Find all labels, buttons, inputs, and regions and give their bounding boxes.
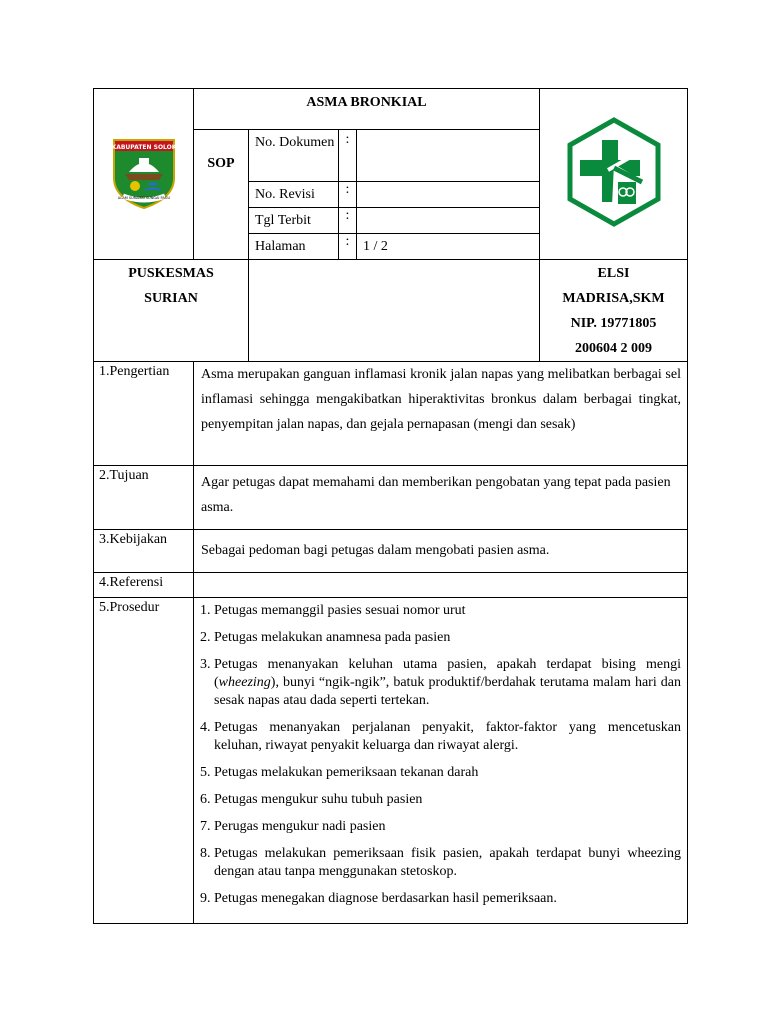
meta-colon: : [339,234,357,260]
organization-line: SURIAN [144,291,198,306]
meta-label-halaman: Halaman [249,234,339,260]
meta-label-tgl-terbit: Tgl Terbit [249,208,339,234]
signatory-line: ELSI [597,266,630,281]
procedure-step: 8. Petugas melakukan pemeriksaan fisik pasien, apakah terdapat bunyi wheezing dengan atau tanpa menggunakan stetoskop. [214,845,681,881]
left-logo-text-bottom: ALAM SURAMBI SUNGAI PAGU [117,195,170,200]
left-logo-text-top: KABUPATEN SOLOK [111,143,176,151]
meta-value-no-revisi [357,182,540,208]
section-text-kebijakan: Sebagai pedoman bagi petugas dalam mengobati pasien asma. [194,530,688,573]
procedure-step: 2. Petugas melakukan anamnesa pada pasien [214,629,681,647]
kabupaten-solok-emblem-icon [109,134,179,210]
organization-line: PUSKESMAS [128,266,214,281]
section-text-referensi [194,573,688,598]
signatory-line: 200604 2 009 [575,341,652,356]
meta-label-no-dokumen: No. Dokumen [249,130,339,182]
meta-colon: : [339,130,357,182]
meta-colon: : [339,182,357,208]
procedure-step: 6. Petugas mengukur suhu tubuh pasien [214,791,681,809]
left-logo-cell [94,89,194,260]
procedure-step: 1. Petugas memanggil pasies sesuai nomor urut [214,602,681,620]
procedure-step: 3. Petugas menanyakan keluhan utama pasien, apakah terdapat bising mengi (wheezing), bunyi “ngik-ngik”, batuk produktif/berdahak terutama malam hari dan sesak napas atau dada seperti tertekan. [214,656,681,710]
italic-term: wheezing [218,675,271,690]
signatory-line: NIP. 19771805 [570,316,657,331]
meta-value-no-dokumen [357,130,540,182]
signatory-line: MADRISA,SKM [562,291,665,306]
section-label-kebijakan: 3.Kebijakan [94,530,194,573]
sop-table [93,88,688,924]
section-text-tujuan: Agar petugas dapat memahami dan memberikan pengobatan yang tepat pada pasien asma. [194,466,688,530]
procedure-step: 4. Petugas menanyakan perjalanan penyakit, faktor-faktor yang mencetuskan keluhan, riwayat penyakit keluarga dan riwayat alergi. [214,719,681,755]
sop-document [93,88,687,924]
document-title: ASMA BRONKIAL [194,89,540,130]
section-label-referensi: 4.Referensi [94,573,194,598]
section-label-tujuan: 2.Tujuan [94,466,194,530]
meta-label-no-revisi: No. Revisi [249,182,339,208]
puskesmas-logo-icon [564,116,664,228]
procedure-step: 5. Petugas melakukan pemeriksaan tekanan darah [214,764,681,782]
meta-colon: : [339,208,357,234]
right-logo-cell [540,89,688,260]
section-text-pengertian: Asma merupakan ganguan inflamasi kronik jalan napas yang melibatkan berbagai sel inflamasi sehingga mengakibatkan hiperaktivitas bronkus dalam berbagai tingkat, penyempitan jalan napas, dan gejala pernapasan (mengi dan sesak) [194,362,688,466]
procedure-step: 7. Perugas mengukur nadi pasien [214,818,681,836]
sop-label: SOP [194,130,249,260]
section-steps-prosedur [194,598,688,924]
section-label-pengertian: 1.Pengertian [94,362,194,466]
procedure-step: 9. Petugas menegakan diagnose berdasarkan hasil pemeriksaan. [214,890,681,908]
procedure-steps-list [194,602,687,923]
meta-value-tgl-terbit [357,208,540,234]
meta-value-halaman: 1 / 2 [357,234,540,260]
section-label-prosedur: 5.Prosedur [94,598,194,924]
signatory-block [540,260,688,362]
organization-name [94,260,249,362]
blank-center-cell [249,260,540,362]
